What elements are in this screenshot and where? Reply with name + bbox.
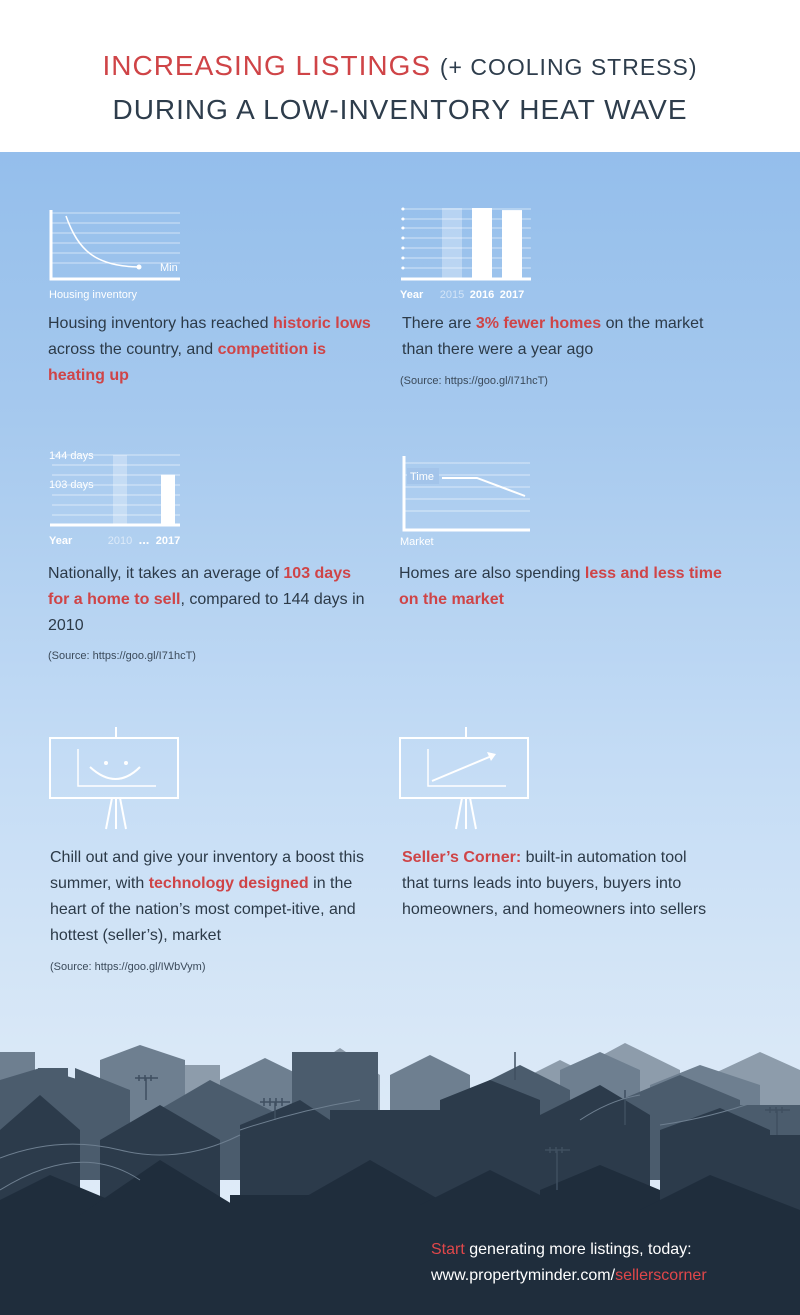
value-label-103: 103 days: [49, 479, 94, 491]
title-highlight: INCREASING LISTINGS: [102, 50, 432, 81]
section-2-text: There are 3% fewer homes on the market than there were a year ago: [402, 315, 704, 358]
bar-2017: [161, 475, 175, 524]
bar-2017: [502, 210, 522, 278]
time-on-market-chart: [395, 450, 545, 550]
bar-2010: [113, 455, 127, 524]
bar-2016: [472, 208, 492, 278]
section-3-source: (Source: https://goo.gl/I71hcT): [48, 650, 196, 662]
easel-smiley-board-icon: [48, 725, 183, 835]
section-5-source: (Source: https://goo.gl/IWbVym): [50, 961, 206, 973]
chart-label: Housing inventory: [49, 289, 138, 301]
easel-growth-chart-icon: [398, 725, 533, 835]
tick-2010: 2010: [107, 535, 133, 547]
tick-ellipsis: ...: [138, 532, 150, 547]
x-axis-title: Year: [49, 535, 73, 547]
cta-url[interactable]: www.propertyminder.com/sellerscorner: [431, 1267, 707, 1284]
x-axis-title: Year: [400, 289, 424, 301]
section-6-text: Seller’s Corner: built-in automation tool that turns leads into buyers, buyers into homeowners, and homeowners into sellers: [402, 849, 707, 918]
header: [0, 0, 800, 152]
bar-2015: [442, 208, 462, 278]
market-label: Market: [400, 536, 434, 548]
tick-2017: 2017: [155, 535, 181, 547]
homes-by-year-chart: [395, 200, 545, 305]
days-to-sell-chart: [40, 444, 200, 549]
inventory-curve-chart: [40, 200, 200, 305]
tick-2015: 2015: [439, 289, 465, 301]
section-4-text: Homes are also spending less and less time on the market: [399, 565, 722, 608]
min-label: Min: [160, 262, 178, 274]
section-5-text: Chill out and give your inventory a boost this summer, with technology designed in the heart of the nation’s most compet-itive, and hottest (seller’s), market: [50, 849, 364, 944]
min-point: [137, 265, 142, 270]
tick-2017: 2017: [499, 289, 525, 301]
time-label: Time: [410, 471, 435, 483]
title-line-2: DURING A LOW-INVENTORY HEAT WAVE: [112, 94, 688, 125]
cta-highlight: Start: [431, 1241, 465, 1258]
value-label-144: 144 days: [49, 450, 94, 462]
tick-2016: 2016: [469, 289, 495, 301]
section-2-source: (Source: https://goo.gl/I71hcT): [400, 375, 548, 387]
cta-line-1: Start generating more listings, today:: [431, 1241, 692, 1258]
section-3-text: Nationally, it takes an average of 103 days for a home to sell, compared to 144 days in 2010: [48, 565, 365, 634]
title-line-1: [0, 50, 800, 82]
section-1-text: Housing inventory has reached historic lows across the country, and competition is heating up: [48, 315, 371, 384]
title-parenthetical: (+ COOLING STRESS): [439, 54, 698, 80]
axis-dots: [402, 208, 405, 270]
